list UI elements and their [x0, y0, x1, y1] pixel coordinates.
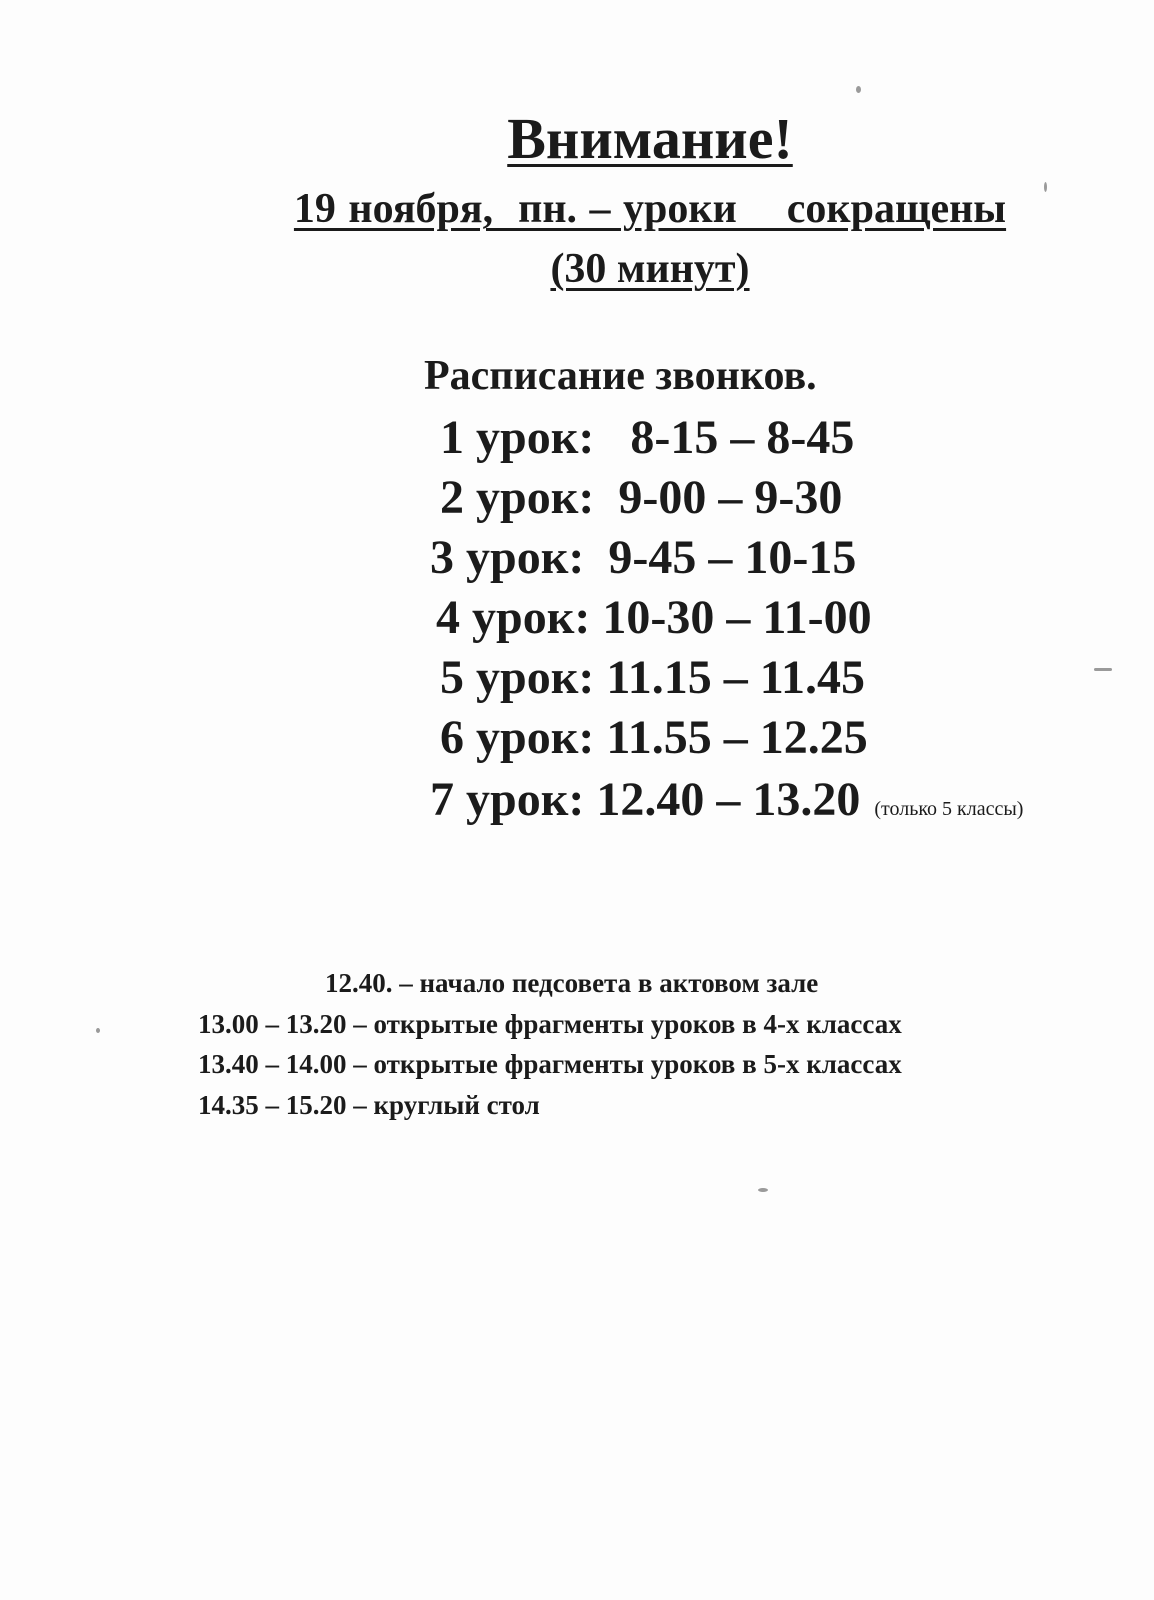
- lesson-label: 5 урок:: [440, 651, 595, 704]
- lesson-time: 8-15 – 8-45: [630, 411, 855, 464]
- lesson-time: 10-30 – 11-00: [602, 591, 872, 644]
- lesson-label: 7 урок:: [430, 773, 585, 826]
- lesson-time: 12.40 – 13.20: [596, 773, 861, 826]
- event-item: 12.40. – начало педсовета в актовом зале: [325, 968, 819, 998]
- notice-duration: (30 минут): [550, 246, 750, 292]
- lesson-label: 6 урок:: [440, 711, 595, 764]
- lesson-row: [440, 470, 842, 525]
- lesson-row: [430, 530, 856, 585]
- event-item: 13.00 – 13.20 – открытые фрагменты уроков в 4-х классах: [198, 1009, 902, 1039]
- notice-title: Внимание!: [507, 106, 793, 171]
- lesson-time: 9-45 – 10-15: [608, 531, 857, 584]
- lesson-row: [440, 410, 854, 465]
- event-item: 13.40 – 14.00 – открытые фрагменты уроков в 5-х классах: [198, 1049, 902, 1079]
- lesson-label: 4 урок:: [436, 591, 591, 644]
- lesson-label: 2 урок:: [440, 471, 595, 524]
- lesson-note: (только 5 классы): [874, 798, 1024, 820]
- lesson-row: [436, 590, 872, 645]
- lesson-row: [440, 710, 868, 765]
- lesson-label: 3 урок:: [430, 531, 585, 584]
- lesson-label: 1 урок:: [440, 411, 595, 464]
- schedule-heading: Расписание звонков.: [424, 353, 817, 399]
- lesson-row: [440, 650, 865, 705]
- lesson-row: [430, 772, 1023, 827]
- lesson-time: 9-00 – 9-30: [618, 471, 843, 524]
- lesson-time: 11.55 – 12.25: [606, 711, 868, 764]
- event-item: 14.35 – 15.20 – круглый стол: [198, 1090, 540, 1120]
- notice-subtitle: 19 ноября, пн. – уроки сокращены: [293, 186, 1007, 232]
- lesson-time: 11.15 – 11.45: [606, 651, 866, 704]
